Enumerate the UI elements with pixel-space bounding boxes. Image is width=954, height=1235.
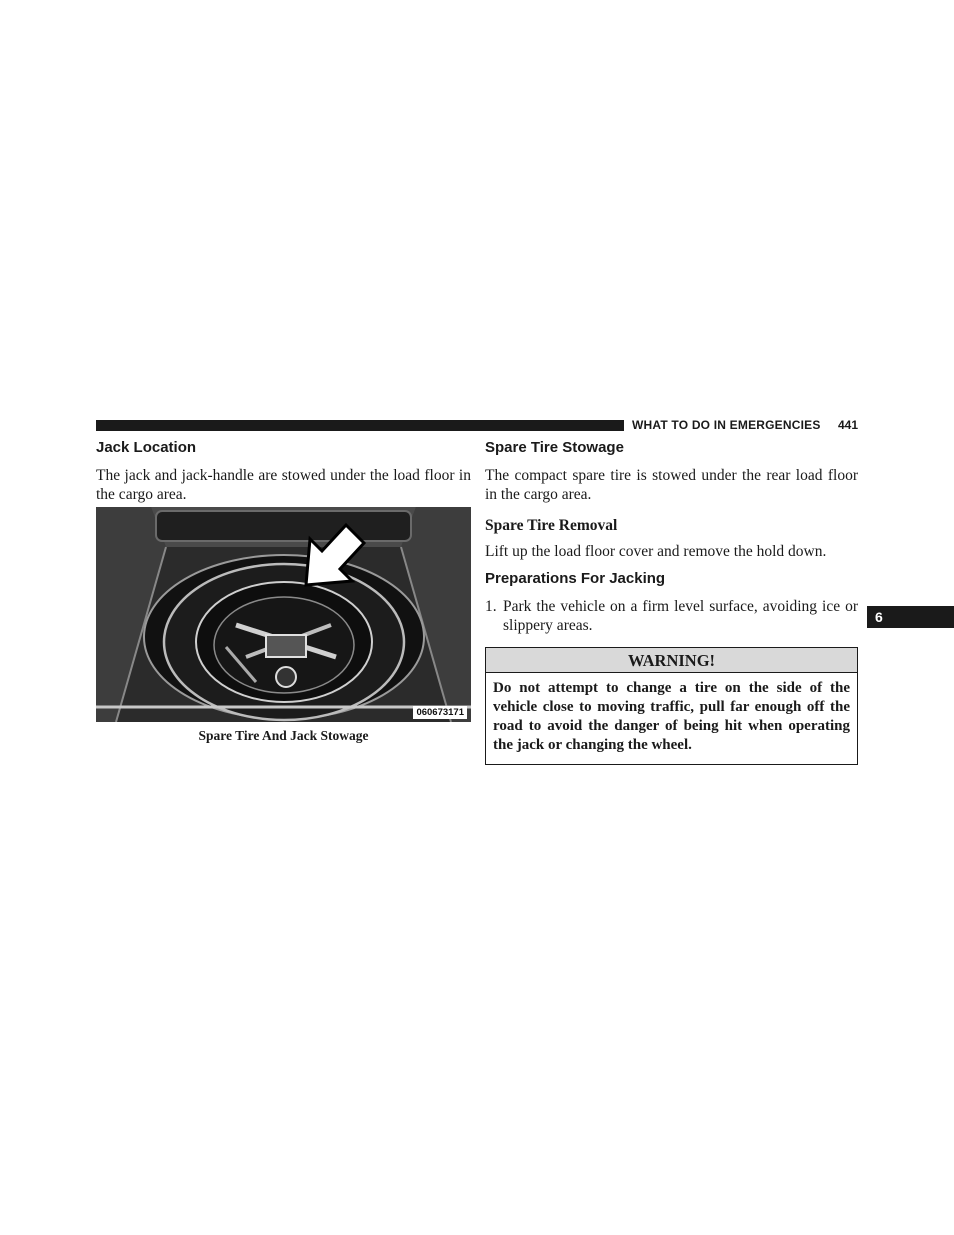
spare-tire-drawing	[96, 507, 471, 722]
left-column	[96, 438, 471, 504]
list-item-number: 1.	[485, 598, 497, 615]
figure-code: 060673171	[413, 706, 467, 719]
list-item	[485, 597, 858, 635]
chapter-tab[interactable]: 6	[867, 606, 954, 628]
page-number: 441	[838, 418, 859, 432]
warning-text: Do not attempt to change a tire on the side of the vehicle close to moving traffic, pull far enough off the road to avoid the danger of being hit when operating the jack or changing the wheel.	[493, 680, 850, 753]
jack-location-heading: Jack Location	[96, 439, 197, 456]
spare-tire-stowage-text: The compact spare tire is stowed under the rear load floor in the cargo area.	[485, 467, 858, 503]
spare-tire-removal-heading: Spare Tire Removal	[485, 517, 618, 534]
spare-tire-illustration	[96, 507, 471, 722]
warning-title: WARNING!	[486, 648, 857, 673]
jack-location-text: The jack and jack-handle are stowed under the load floor in the cargo area.	[96, 467, 471, 503]
running-header-section: WHAT TO DO IN EMERGENCIES	[632, 418, 821, 432]
spare-tire-removal-text: Lift up the load floor cover and remove the hold down.	[485, 543, 827, 560]
header-rule	[96, 420, 624, 431]
preparations-for-jacking-heading: Preparations For Jacking	[485, 570, 666, 587]
warning-box	[485, 647, 858, 765]
figure-caption: Spare Tire And Jack Stowage	[198, 728, 369, 743]
right-column	[485, 438, 858, 635]
spare-tire-stowage-heading: Spare Tire Stowage	[485, 439, 624, 456]
list-item-text: Park the vehicle on a firm level surface, avoiding ice or slippery areas.	[503, 598, 858, 634]
